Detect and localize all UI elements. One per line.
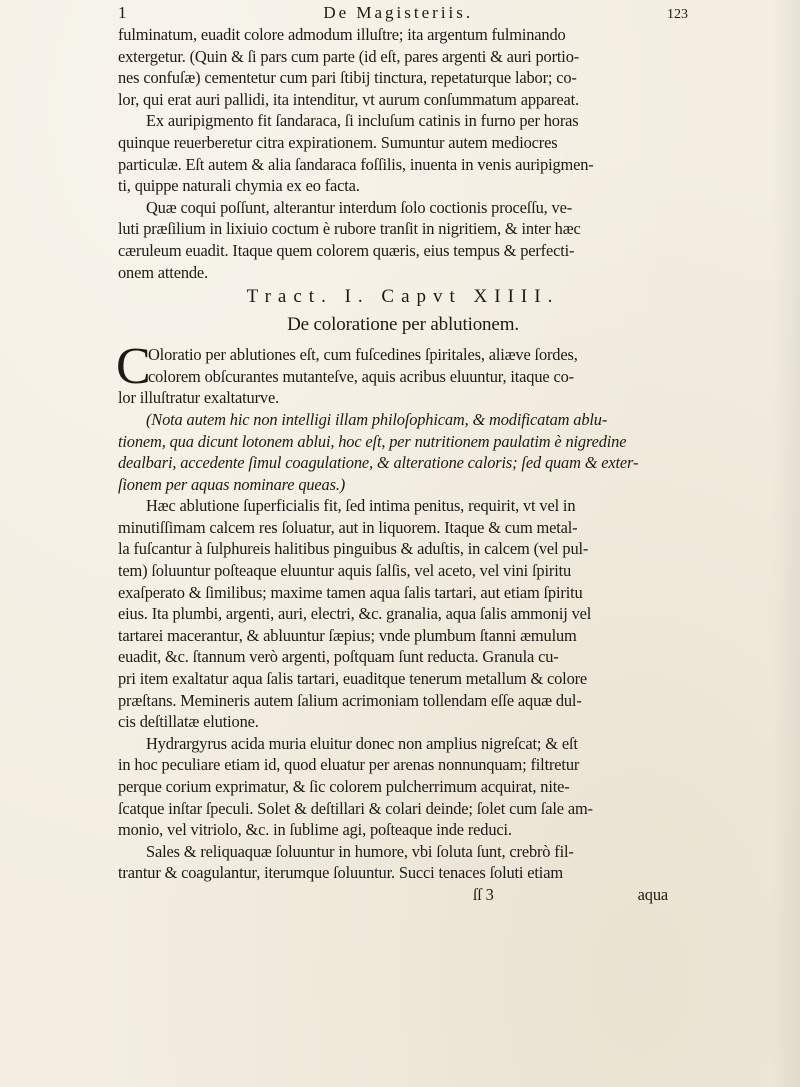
text-line: Sales & reliquaquæ ſoluuntur in humore, vbi ſoluta ſunt, crebrò fil- xyxy=(146,841,574,861)
paragraph-6 xyxy=(118,841,688,884)
running-head-title: De Magisteriis. xyxy=(323,3,474,22)
text-line: nes confuſæ) cementetur cum pari ſtibij tinctura, repetaturque labor; co- xyxy=(118,68,577,88)
text-line: fulminatum, euadit colore admodum illuſtre; ita argentum fulminando xyxy=(118,25,566,44)
text-line: cis deſtillatæ elutione. xyxy=(118,712,259,732)
text-line: tartarei macerantur, & abluuntur ſæpius; vnde plumbum ſtanni æmulum xyxy=(118,625,577,645)
text-line: lor illuſtratur exaltaturve. xyxy=(118,388,280,408)
text-line: minutiſſimam calcem res ſoluatur, aut in liquorem. Itaque & cum metal- xyxy=(118,517,578,537)
text-line: euadit, &c. ſtannum verò argenti, poſtquam ſunt reducta. Granula cu- xyxy=(118,647,559,667)
text-line: (Nota autem hic non intelligi illam philoſophicam, & modificatam ablu- xyxy=(146,409,608,429)
text-line: lor, qui erat auri pallidi, ita intenditur, vt aurum conſummatum appareat. xyxy=(118,89,579,109)
text-line: Quæ coqui poſſunt, alterantur interdum ſolo coctionis proceſſu, ve- xyxy=(146,197,573,217)
signature-mark: ſſ 3 xyxy=(472,884,494,904)
text-line: perque corium exprimatur, & ſic colorem pulcherrimum acquirat, nite- xyxy=(118,777,570,796)
text-line: ſionem per aquas nominare queas.) xyxy=(118,474,346,494)
running-head-mark: 1 xyxy=(118,3,130,22)
text-line: præſtans. Memineris autem ſalium acrimoniam tollendam eſſe aquæ dul- xyxy=(118,690,582,710)
text-line: in hoc peculiare etiam id, quod eluatur per arenas nonnunquam; filtretur xyxy=(118,755,580,775)
text-line: Ex auripigmento fit ſandaraca, ſi incluſum catinis in furno per horas xyxy=(146,111,579,131)
page-footer xyxy=(118,884,688,906)
text-line: ſcatque inſtar ſpeculi. Solet & deſtillari & colari deinde; ſolet cum ſale am- xyxy=(118,798,593,818)
text-line: la fuſcantur à ſulphureis halitibus pinguibus & aduſtis, in calcem (vel pul- xyxy=(118,539,589,559)
paragraph-1 xyxy=(118,24,688,197)
chapter-title: De coloratione per ablutionem. xyxy=(287,314,519,336)
text-line: cæruleum euadit. Itaque quem colorem quæris, eius tempus & perfecti- xyxy=(118,240,575,260)
text-line: luti præſilium in lixiuio coctum è rubore tranſit in nigritiem, & inter hæc xyxy=(118,219,581,239)
tract-heading: Tract. I. Capvt XIIII. xyxy=(246,286,560,308)
text-line: monio, vel vitriolo, &c. in ſublime agi, poſteaque inde reduci. xyxy=(118,820,512,840)
paragraph-3 xyxy=(116,338,688,396)
text-line: exaſperato & ſimilibus; maxime tamen aqua ſalis tartari, aut etiam ſpiritu xyxy=(118,582,583,602)
text-line: trantur & coagulantur, iterumque ſoluuntur. Succi tenaces ſoluti etiam xyxy=(118,863,563,883)
paragraph-5 xyxy=(118,733,688,841)
catchword: aqua xyxy=(637,884,668,904)
text-line: colorem obſcurantes mutanteſve, aquis acribus eluuntur, itaque co- xyxy=(148,366,574,386)
paragraph-2 xyxy=(118,197,688,283)
text-block xyxy=(118,2,688,906)
page-edge-shadow xyxy=(772,0,800,1087)
text-line: extergetur. (Quin & ſi pars cum parte (id eſt, pares argenti & auri portio- xyxy=(118,46,580,66)
text-line: ti, quippe naturali chymia ex eo facta. xyxy=(118,176,360,196)
text-line: tionem, qua dicunt lotonem ablui, hoc eſt, per nutritionem paulatim è nigredine xyxy=(118,431,627,451)
text-line: Oloratio per ablutiones eſt, cum fuſcedines ſpiritales, aliæve ſordes, xyxy=(148,345,578,365)
paragraph-4 xyxy=(118,495,688,733)
text-line: quinque reuerberetur citra expirationem. Sumuntur autem mediocres xyxy=(118,132,558,152)
text-line: pri item exaltatur aqua ſalis tartari, euaditque tenerum metallum & colore xyxy=(118,669,588,689)
text-line: dealbari, accedente ſimul coagulatione, & alteratione caloris; ſed quam & exter- xyxy=(118,453,639,473)
running-head xyxy=(118,2,688,24)
page-number: 123 xyxy=(666,7,688,22)
text-line: onem attende. xyxy=(118,262,208,282)
text-line: Hydrargyrus acida muria eluitur donec non amplius nigreſcat; & eſt xyxy=(146,733,578,753)
text-line: tem) ſoluuntur poſteaque eluuntur aquis ſalſis, vel aceto, vel vini ſpiritu xyxy=(118,561,572,581)
drop-capital: C xyxy=(116,338,151,396)
text-line: particulæ. Eſt autem & alia ſandaraca foſſilis, inuenta in venis auripigmen- xyxy=(118,154,594,174)
text-line: eius. Ita plumbi, argenti, auri, electri, &c. granalia, aqua ſalis ammonij vel xyxy=(118,604,592,624)
text-line: Hæc ablutione ſuperficialis fit, ſed intima penitus, requirit, vt vel in xyxy=(146,496,576,516)
note-paragraph xyxy=(118,409,688,495)
